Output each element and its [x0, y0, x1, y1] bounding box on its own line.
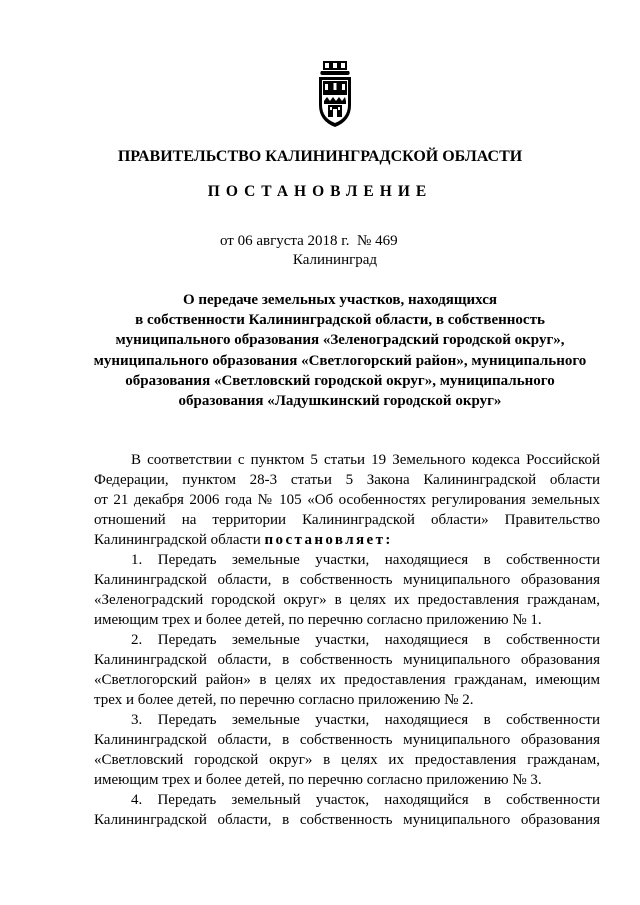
body-line: от 21 декабря 2006 года № 105 «Об особенностях регулирования земельных	[94, 492, 600, 508]
item-3-line: 3. Передать земельные участки, находящиеся в собственности	[131, 712, 600, 728]
title-line: образования «Светловский городской округ», муниципального	[125, 372, 555, 389]
decree-title	[70, 290, 610, 411]
body-line	[94, 530, 600, 550]
body-line: трех и более детей, по перечню согласно приложению № 2.	[94, 692, 474, 708]
body-line: «Светлогорский район» в целях их предоставления гражданам, имеющим	[94, 672, 600, 688]
body-line: имеющим трех и более детей, по перечню согласно приложению № 3.	[94, 772, 542, 788]
title-line: О передаче земельных участков, находящихся	[182, 292, 498, 308]
body-line: отношений на территории Калининградской области» Правительство	[94, 512, 600, 528]
document-type: ПОСТАНОВЛЕНИЕ	[207, 183, 433, 200]
title-line: муниципального образования «Зеленоградский городской округ»,	[115, 332, 565, 349]
title-line: образования «Ладушкинский городской округ»	[178, 393, 502, 410]
body-line: В соответствии с пунктом 5 статьи 19 Земельного кодекса Российской	[131, 452, 600, 468]
body-line: «Зеленоградский городской округ» в целях их предоставления гражданам,	[94, 592, 600, 608]
item-1-line: 1. Передать земельные участки, находящиеся в собственности	[131, 552, 600, 568]
date-prefix: от	[220, 233, 234, 249]
government-name: ПРАВИТЕЛЬСТВО КАЛИНИНГРАДСКОЙ ОБЛАСТИ	[117, 148, 523, 165]
title-line: муниципального образования «Светлогорский район», муниципального	[93, 352, 587, 369]
resolves-word: постановляет:	[264, 532, 393, 548]
date-line	[220, 233, 398, 250]
title-line: в собственности Калининградской области, в собственность	[135, 312, 545, 329]
body-line: Калининградской области, в собственность муниципального образования	[94, 572, 600, 588]
city: Калининград	[292, 252, 378, 268]
coat-of-arms-icon	[315, 61, 355, 129]
body-line: Калининградской области, в собственность муниципального образования	[94, 652, 600, 668]
item-2-line: 2. Передать земельные участки, находящиеся в собственности	[131, 632, 600, 648]
item-4-line: 4. Передать земельный участок, находящийся в собственности	[131, 792, 600, 808]
body-line: имеющим трех и более детей, по перечню согласно приложению № 1.	[94, 612, 542, 628]
body-line: «Светловский городской округ» в целях их предоставления гражданам,	[94, 752, 600, 768]
body-line: Федерации, пунктом 28-3 статьи 5 Закона Калининградской области	[94, 472, 600, 488]
body-line-text: Калининградской области	[94, 532, 261, 548]
number-sign: №	[357, 233, 372, 249]
body-line: Калининградской области, в собственность муниципального образования	[94, 812, 600, 828]
body-line: Калининградской области, в собственность муниципального образования	[94, 732, 600, 748]
decree-date: 06 августа 2018 г.	[237, 233, 350, 249]
decree-number: 469	[375, 233, 398, 249]
